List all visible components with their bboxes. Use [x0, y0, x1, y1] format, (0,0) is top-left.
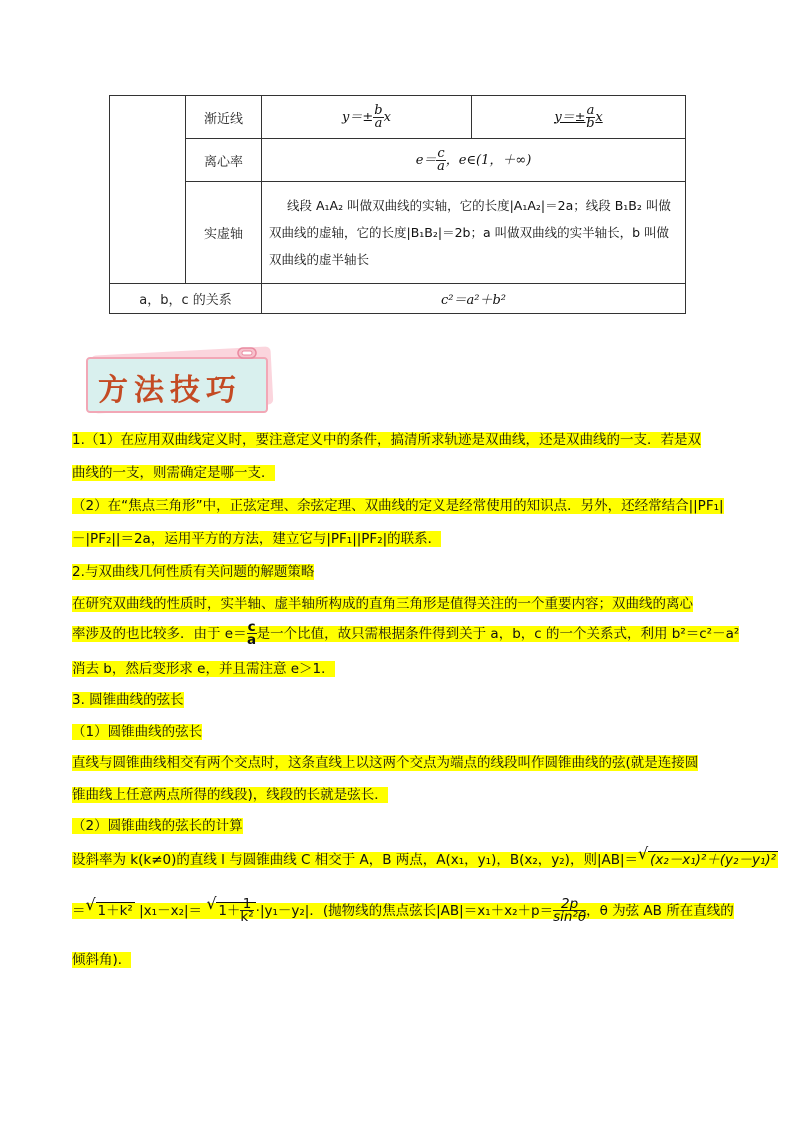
focal-fraction — [553, 898, 586, 923]
sqrt-k — [85, 894, 135, 919]
asymptote-left — [262, 96, 472, 139]
p2-line2 — [72, 527, 441, 547]
p3-line3 — [72, 657, 335, 677]
empty-cell — [110, 96, 186, 284]
p2-line1-text: （2）在“焦点三角形”中，正弦定理、余弦定理、双曲线的定义是经常使用的知识点．另外，还经常结合||PF₁| — [72, 498, 724, 514]
asymptote-right-prefix: y＝± — [554, 109, 586, 125]
paperclip-icon — [236, 345, 258, 361]
eccentricity-den: a — [437, 158, 445, 174]
eccentricity-fraction — [436, 145, 445, 174]
p4-line1-text: 直线与圆锥曲线相交有两个交点时，这条直线上以这两个交点为端点的线段叫作圆锥曲线的弦(就是连接圆 — [72, 755, 699, 771]
asymptote-left-den: a — [374, 115, 383, 131]
p5-line2 — [72, 894, 734, 925]
row-eccentricity — [110, 139, 686, 182]
asymptote-label: 渐近线 — [186, 96, 262, 139]
p3-fraction — [247, 621, 257, 646]
heading-2 — [72, 560, 314, 580]
heading-2-text: 2.与双曲线几何性质有关问题的解题策略 — [72, 564, 315, 580]
asymptote-right — [472, 96, 686, 139]
inv-k-fraction — [240, 898, 253, 923]
eccentricity-label: 离心率 — [186, 139, 262, 182]
p1-line2 — [72, 461, 275, 481]
p4-line1 — [72, 751, 698, 771]
eccentricity-value — [262, 139, 686, 182]
sqrt-icon: √ — [638, 844, 649, 863]
sqrt-distance-rad: (x₂－x₁)²＋(y₂－y₁)² — [650, 852, 777, 868]
p5-line2-c: ·|y₁－y₂|．(抛物线的焦点弦长|AB|＝x₁＋x₂＋p＝ — [255, 902, 554, 919]
asymptote-right-num: a — [586, 102, 595, 118]
row-relation — [110, 284, 686, 314]
asymptote-left-suffix: x — [383, 109, 391, 125]
axis-description — [262, 182, 686, 284]
focal-den: sin²θ — [553, 909, 587, 925]
eccentricity-suffix: ，e∈(1，＋∞) — [445, 152, 532, 168]
p2-line2-text: －|PF₂||＝2a，运用平方的方法，建立它与|PF₁||PF₂|的联系． — [72, 531, 442, 547]
p3-line1 — [72, 592, 693, 612]
p3-num: c — [247, 619, 256, 635]
p3-line2-b: 是一个比值，故只需根据条件得到关于 a，b，c 的一个关系式，利用 b²＝c²－a² — [256, 625, 740, 642]
properties-table — [109, 95, 686, 314]
heading-3-2 — [72, 814, 243, 834]
heading-3-1 — [72, 720, 202, 740]
focal-num: 2p — [553, 898, 586, 911]
p3-line2 — [72, 621, 739, 646]
inv-k-den: k² — [240, 909, 254, 925]
relation-label: a，b，c 的关系 — [110, 284, 262, 314]
p3-line3-text: 消去 b，然后变形求 e，并且需注意 e＞1． — [72, 661, 335, 677]
asymptote-left-num: b — [374, 102, 383, 118]
p1-line2-text: 曲线的一支，则需确定是哪一支． — [72, 465, 275, 481]
row-axis — [110, 182, 686, 284]
row-asymptote — [110, 96, 686, 139]
p5-line2-b: |x₁－x₂|＝ — [139, 902, 203, 919]
p3-line2-a: 率涉及的也比较多．由于 e＝ — [72, 625, 247, 642]
relation-formula — [262, 284, 686, 314]
p3-line1-text: 在研究双曲线的性质时，实半轴、虚半轴所构成的直角三角形是值得关注的一个重要内容；双曲线的离心 — [72, 596, 693, 612]
p5-line3 — [72, 948, 131, 968]
sqrt-inv-k — [206, 894, 255, 925]
p5-line1-a: 设斜率为 k(k≠0)的直线 l 与圆锥曲线 C 相交于 A，B 两点，A(x₁，y₁)，B(x₂，y₂)，则|AB|＝ — [72, 852, 639, 868]
heading-3-2-text: （2）圆锥曲线的弦长的计算 — [72, 818, 243, 834]
p4-line2-text: 锥曲线上任意两点所得的线段)，线段的长就是弦长． — [72, 787, 388, 803]
p5-line2-d: ，θ 为弦 AB 所在直线的 — [586, 902, 734, 919]
heading-3 — [72, 688, 184, 708]
axis-text: 线段 A₁A₂ 叫做双曲线的实轴，它的长度|A₁A₂|＝2a；线段 B₁B₂ 叫做双曲线的虚轴，它的长度|B₁B₂|＝2b；a 叫做双曲线的实半轴长，b 叫做双曲线的虚半轴长 — [269, 198, 671, 267]
asymptote-left-fraction — [373, 102, 383, 131]
p4-line2 — [72, 783, 388, 803]
method-banner — [78, 345, 278, 413]
p1-line1-text: 1.（1）在应用双曲线定义时，要注意定义中的条件，搞清所求轨迹是双曲线，还是双曲线的一支．若是双 — [72, 432, 701, 448]
sqrt-icon: √ — [206, 894, 217, 913]
sqrt-distance — [638, 844, 778, 868]
heading-3-1-text: （1）圆锥曲线的弦长 — [72, 724, 203, 740]
heading-3-text: 3. 圆锥曲线的弦长 — [72, 692, 184, 708]
axis-label: 实虚轴 — [186, 182, 262, 284]
p5-line2-a: ＝ — [72, 902, 86, 919]
asymptote-right-den: b — [586, 115, 595, 131]
asymptote-right-fraction — [586, 102, 596, 131]
sqrt-icon: √ — [85, 894, 96, 914]
p1-line1 — [72, 428, 701, 448]
sqrt-inv-k-pre: 1＋ — [218, 902, 241, 919]
asymptote-left-prefix: y＝± — [342, 109, 374, 125]
eccentricity-num: c — [437, 145, 445, 161]
sqrt-k-rad: 1＋k² — [97, 902, 133, 919]
relation-formula-text: c²＝a²＋b² — [441, 293, 506, 308]
asymptote-right-suffix: x — [595, 109, 603, 125]
inv-k-num: 1 — [240, 898, 253, 911]
p5-line3-text: 倾斜角)． — [72, 952, 132, 968]
p2-line1 — [72, 494, 724, 514]
p5-line1 — [72, 844, 778, 868]
banner-title: 方法技巧 — [98, 373, 242, 408]
eccentricity-prefix: e＝ — [415, 152, 437, 168]
p3-den: a — [247, 632, 257, 648]
